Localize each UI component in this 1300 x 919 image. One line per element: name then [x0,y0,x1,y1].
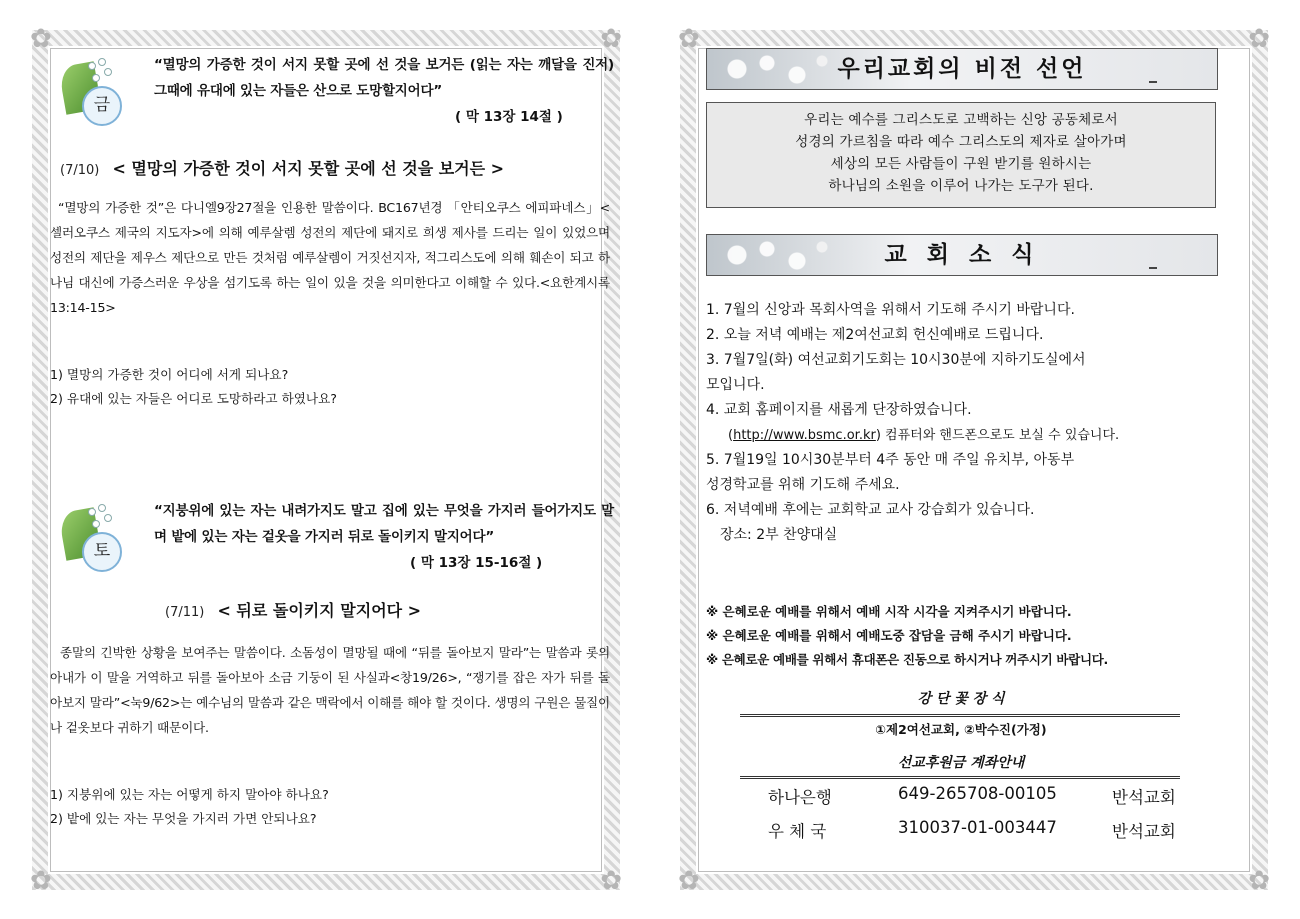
left-page [30,24,622,896]
friday-question-1: 1) 멸망의 가증한 것이 어디에 서게 되나요? [50,367,289,382]
left-content [50,50,614,870]
bank-name: 하나은행 [768,788,832,807]
homepage-rest: ) 컴퓨터와 핸드폰으로도 보실 수 있습니다. [875,428,1120,443]
worship-note: ※ 은혜로운 예배를 위해서 휴대폰은 진동으로 하시거나 꺼주시기 바랍니다. [706,652,1108,667]
news-item: 3. 7월7일(화) 여선교회기도회는 10시30분에 지하기도실에서 [706,352,1086,368]
news-item: 1. 7월의 신앙과 목회사역을 위해서 기도해 주시기 바랍니다. [706,302,1075,318]
vision-banner [706,48,1218,90]
right-page [678,24,1270,896]
friday-title: < 멸망의 가증한 것이 서지 못할 곳에 선 것을 보거든 > [112,159,505,178]
friday-date: (7/10) [60,163,100,178]
vision-line: 하나님의 소원을 이루어 나가는 도구가 된다. [828,178,1094,194]
saturday-title: < 뒤로 돌이키지 말지어다 > [217,601,422,620]
divider [740,776,1180,779]
saturday-verse-text: “지붕위에 있는 자는 내려가지도 말고 집에 있는 무엇을 가지러 들어가지도 말며 밭에 있는 자는 겉옷을 가지러 뒤로 돌이키지 말지어다” [154,503,614,545]
friday-body: “멸망의 가증한 것”은 다니엘9장27절을 인용한 말씀이다. BC167년경 「안티오쿠스 에피파네스」<셀러오쿠스 제국의 지도자>에 의해 예루살렘 성전의 제단에 돼지로 희생 제사를 드리는 일이 있었으며 성전의 제단을 제우스 제단으로 만든 것처럼 예루살렘이 거짓선지자, 적그리스도에 의해 훼손이 되고 하나님 대신에 가증스러운 우상을 섬기도록 하는 일이 있을 것을 의미한다고 이해할 수 있다.<요한계시록13:14-15> [50,200,610,315]
news-item: 장소: 2부 찬양대실 [720,527,838,543]
saturday-question-1: 1) 지붕위에 있는 자는 어떻게 하지 말아야 하나요? [50,787,329,802]
saturday-question-2: 2) 밭에 있는 자는 무엇을 가지러 가면 안되나요? [50,811,317,826]
banner-dash [1149,267,1157,269]
news-banner [706,234,1218,276]
divider [740,714,1180,717]
friday-verse-text: “멸망의 가증한 것이 서지 못할 곳에 선 것을 보거든 (읽는 자는 깨달을 진저) 그때에 유대에 있는 자들은 산으로 도망할지어다” [154,57,614,99]
flower-ornament-icon: ✿ [30,24,52,54]
flower-ornament-icon: ✿ [678,866,700,896]
news-item: 2. 오늘 저녁 예배는 제2여선교회 헌신예배로 드립니다. [706,327,1044,343]
lily-leaf-icon [58,56,128,128]
homepage-line [706,423,1206,448]
flower-ornament-icon: ✿ [1248,866,1270,896]
friday-question-2: 2) 유대에 있는 자들은 어디로 도망하라고 하였나요? [50,391,337,406]
banner-dash [1149,81,1157,83]
bank-name: 우 체 국 [768,822,827,841]
day-label-saturday: 토 [82,532,122,572]
news-item: 5. 7월19일 10시30분부터 4주 동안 매 주일 유치부, 아동부 [706,452,1075,468]
saturday-body: 종말의 긴박한 상황을 보여주는 말씀이다. 소돔성이 멸망될 때에 “뒤를 돌아보지 말라”는 말씀과 롯의 아내가 이 말을 거역하고 뒤를 돌아보아 소금 기둥이 된 사실과<창19/26>, “쟁기를 잡은 자가 뒤를 돌아보지 말라”<눅9/62>는 예수님의 말씀과 같은 맥락에서 이해를 해야 할 것이다. 생명의 구원은 물질이나 겉옷보다 귀하기 때문이다. [50,645,610,735]
news-item: 6. 저녁예배 후에는 교회학교 교사 강습회가 있습니다. [706,502,1035,518]
vision-line: 세상의 모든 사람들이 구원 받기를 원하시는 [830,156,1092,172]
day-label-friday: 금 [82,86,122,126]
news-item: 성경학교를 위해 기도해 주세요. [706,477,900,493]
homepage-link[interactable]: http://www.bsmc.or.kr [733,428,876,443]
vision-line: 성경의 가르침을 따라 예수 그리스도의 제자로 살아가며 [795,134,1127,150]
flower-ornament-icon: ✿ [600,24,622,54]
flower-ornament-icon: ✿ [1248,24,1270,54]
bank-account: 310037-01-003447 [898,818,1057,837]
bank-holder: 반석교회 [1112,788,1176,807]
lily-leaf-icon [58,502,128,574]
homepage-open: ( [728,428,734,443]
vision-line: 우리는 예수를 그리스도로 고백하는 신앙 공동체로서 [804,112,1118,128]
saturday-subheading [165,598,421,621]
friday-verse-ref: ( 막 13장 14절 ) [455,109,563,125]
worship-note: ※ 은혜로운 예배를 위해서 예배도중 잡담을 금해 주시기 바랍니다. [706,628,1072,643]
news-title: 교 회 소 식 [884,242,1040,268]
flower-ornament-icon: ✿ [678,24,700,54]
news-item: 4. 교회 홈페이지를 새롭게 단장하였습니다. [706,402,972,418]
mission-account-title: 선교후원금 계좌안내 [897,755,1025,771]
bank-holder: 반석교회 [1112,822,1176,841]
vision-statement-box [706,102,1216,208]
vision-title: 우리교회의 비전 선언 [837,56,1087,82]
altar-flower-title: 강 단 꽃 장 식 [917,691,1005,707]
news-item: 모입니다. [706,377,765,393]
flower-ornament-icon: ✿ [600,866,622,896]
saturday-date: (7/11) [165,605,205,620]
bank-account: 649-265708-00105 [898,784,1057,803]
saturday-verse-ref: ( 막 13장 15-16절 ) [410,555,543,571]
worship-notes [706,600,1206,672]
worship-note: ※ 은혜로운 예배를 위해서 예배 시작 시각을 지켜주시기 바랍니다. [706,604,1072,619]
altar-flower-names: ①제2여선교회, ②박수진(가정) [875,722,1047,737]
flower-ornament-icon: ✿ [30,866,52,896]
friday-subheading [60,156,504,179]
news-list [706,298,1206,548]
